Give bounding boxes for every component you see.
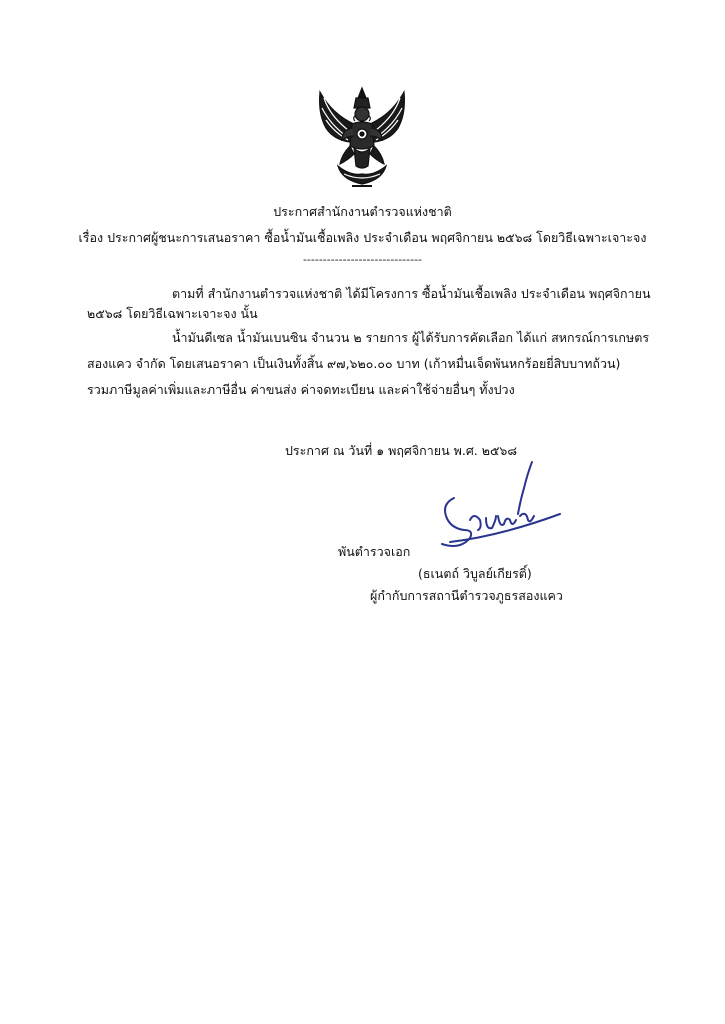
announcement-date: ประกาศ ณ วันที่ ๑ พฤศจิกายน พ.ศ. ๒๕๖๘	[285, 443, 517, 458]
paragraph-2-line-1: น้ำมันดีเซล น้ำมันเบนซิน จำนวน ๒ รายการ ผู้ได้รับการคัดเลือก ได้แก่ สหกรณ์การเกษตร	[172, 330, 650, 345]
signatory-rank: พันตำรวจเอก	[338, 544, 411, 559]
signatory-name: (ธเนตถ์ วิบูลย์เกียรติ์)	[418, 566, 532, 581]
paragraph-1-line-2: ๒๕๖๘ โดยวิธีเฉพาะเจาะจง นั้น	[87, 306, 258, 321]
divider: ------------------------------	[302, 253, 423, 266]
paragraph-2-line-3: รวมภาษีมูลค่าเพิ่มและภาษีอื่น ค่าขนส่ง ค่าจดทะเบียน และค่าใช้จ่ายอื่นๆ ทั้งปวง	[87, 382, 515, 397]
document-subject: เรื่อง ประกาศผู้ชนะการเสนอราคา ซื้อน้ำมันเชื้อเพลิง ประจำเดือน พฤศจิกายน ๒๕๖๘ โดยวิธีเฉพาะเจาะจง	[78, 230, 647, 245]
garuda-emblem-icon	[312, 84, 412, 192]
signatory-position: ผู้กำกับการสถานีตำรวจภูธรสองแคว	[370, 588, 563, 603]
document-heading: ประกาศสำนักงานตำรวจแห่งชาติ	[273, 204, 452, 219]
handwritten-signature-icon	[430, 458, 570, 548]
paragraph-1-line-1: ตามที่ สำนักงานตำรวจแห่งชาติ ได้มีโครงการ ซื้อน้ำมันเชื้อเพลิง ประจำเดือน พฤศจิกายน	[172, 286, 651, 301]
paragraph-2-line-2: สองแคว จำกัด โดยเสนอราคา เป็นเงินทั้งสิ้น ๙๗,๖๒๐.๐๐ บาท (เก้าหมื่นเจ็ดพันหกร้อยยี่สิบบาทถ้วน)	[87, 356, 621, 371]
